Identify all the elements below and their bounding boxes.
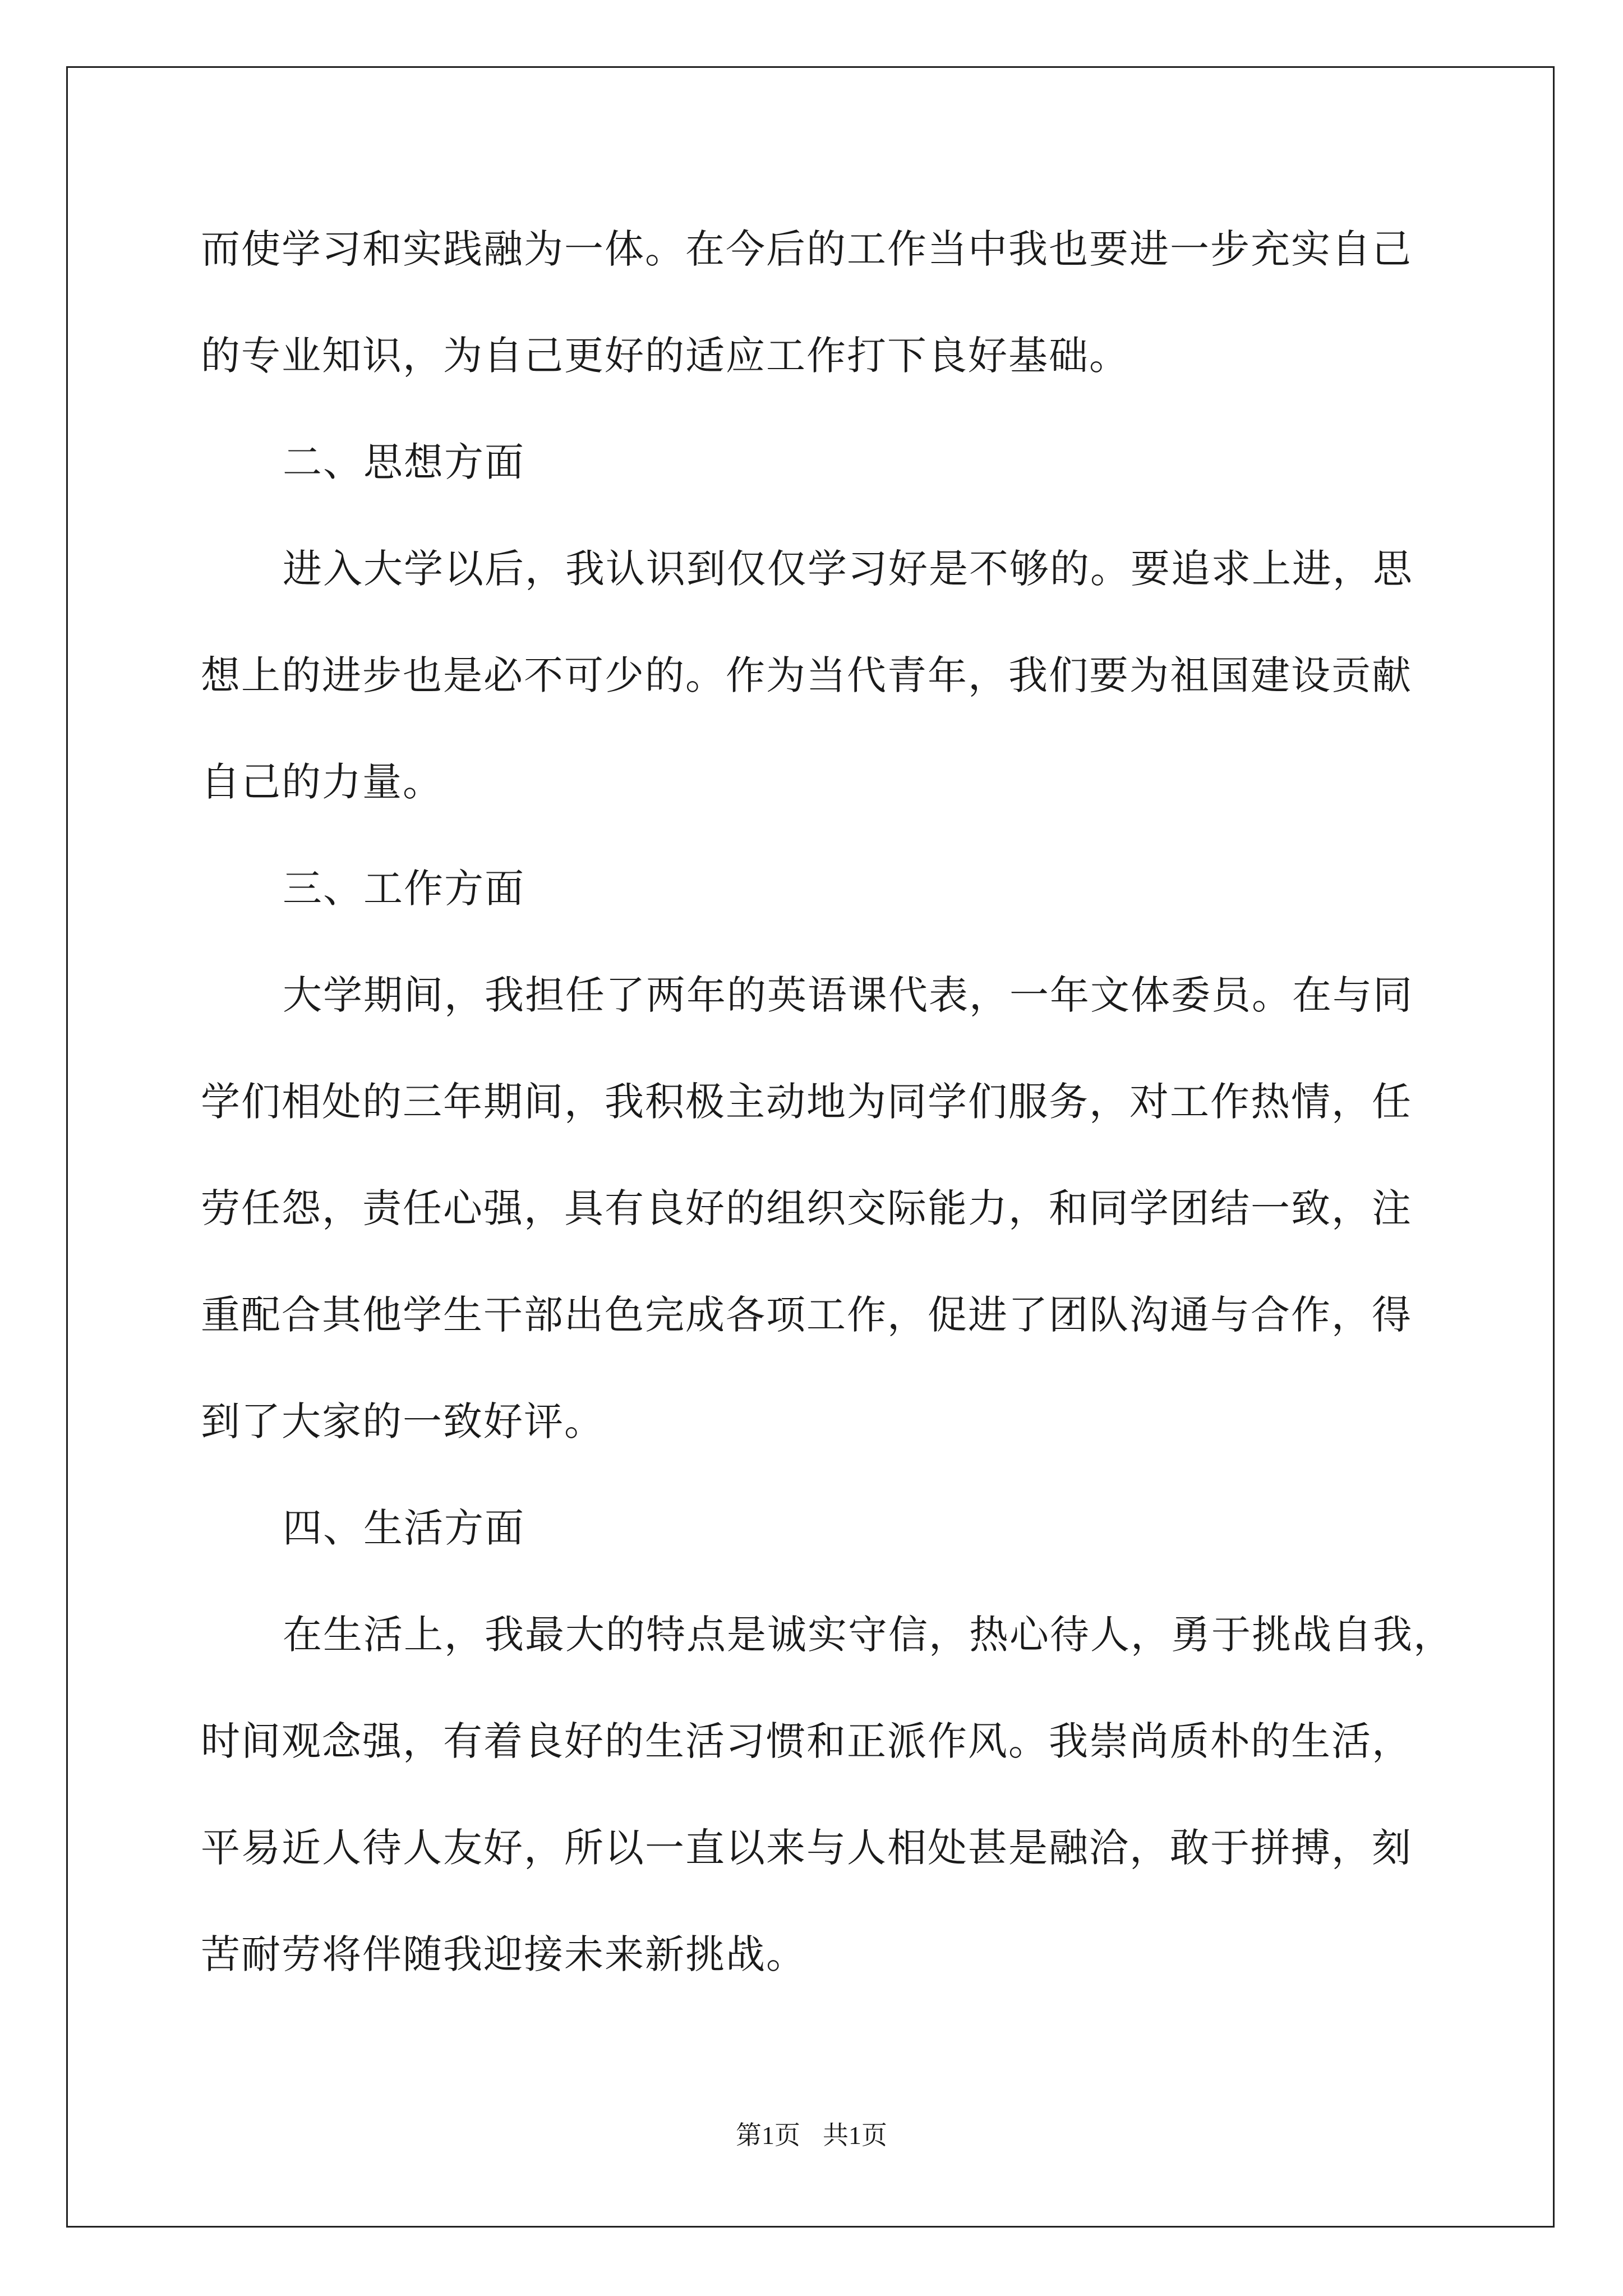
body-line: 劳任怨，责任心强，具有良好的组织交际能力，和同学团结一致，注 bbox=[201, 1185, 1412, 1231]
body-line: 学们相处的三年期间，我积极主动地为同学们服务，对工作热情，任 bbox=[201, 1079, 1412, 1125]
body-line: 而使学习和实践融为一体。在今后的工作当中我也要进一步充实自己 bbox=[201, 226, 1412, 272]
document-body bbox=[201, 216, 1454, 2028]
page-number: 第1页 bbox=[736, 2121, 800, 2150]
section-heading: 二、思想方面 bbox=[283, 439, 525, 485]
body-line: 苦耐劳将伴随我迎接未来新挑战。 bbox=[201, 1931, 806, 1977]
paragraph-first-line: 进入大学以后，我认识到仅仅学习好是不够的。要追求上进，思 bbox=[283, 546, 1413, 592]
body-line: 时间观念强，有着良好的生活习惯和正派作风。我崇尚质朴的生活， bbox=[201, 1718, 1412, 1764]
page-footer bbox=[0, 2115, 1623, 2152]
body-line: 的专业知识，为自己更好的适应工作打下良好基础。 bbox=[201, 333, 1129, 379]
page-total: 共1页 bbox=[823, 2121, 887, 2150]
section-heading: 三、工作方面 bbox=[283, 866, 525, 912]
paragraph-first-line: 在生活上，我最大的特点是诚实守信，热心待人，勇于挑战自我， bbox=[283, 1612, 1454, 1658]
body-line: 重配合其他学生干部出色完成各项工作，促进了团队沟通与合作，得 bbox=[201, 1292, 1412, 1338]
body-line: 自己的力量。 bbox=[201, 759, 443, 805]
body-line: 到了大家的一致好评。 bbox=[201, 1398, 605, 1444]
paragraph-first-line: 大学期间，我担任了两年的英语课代表，一年文体委员。在与同 bbox=[283, 972, 1413, 1018]
body-line: 想上的进步也是必不可少的。作为当代青年，我们要为祖国建设贡献 bbox=[201, 652, 1412, 698]
section-heading: 四、生活方面 bbox=[283, 1505, 525, 1551]
body-line: 平易近人待人友好，所以一直以来与人相处甚是融洽，敢于拼搏，刻 bbox=[201, 1825, 1412, 1871]
